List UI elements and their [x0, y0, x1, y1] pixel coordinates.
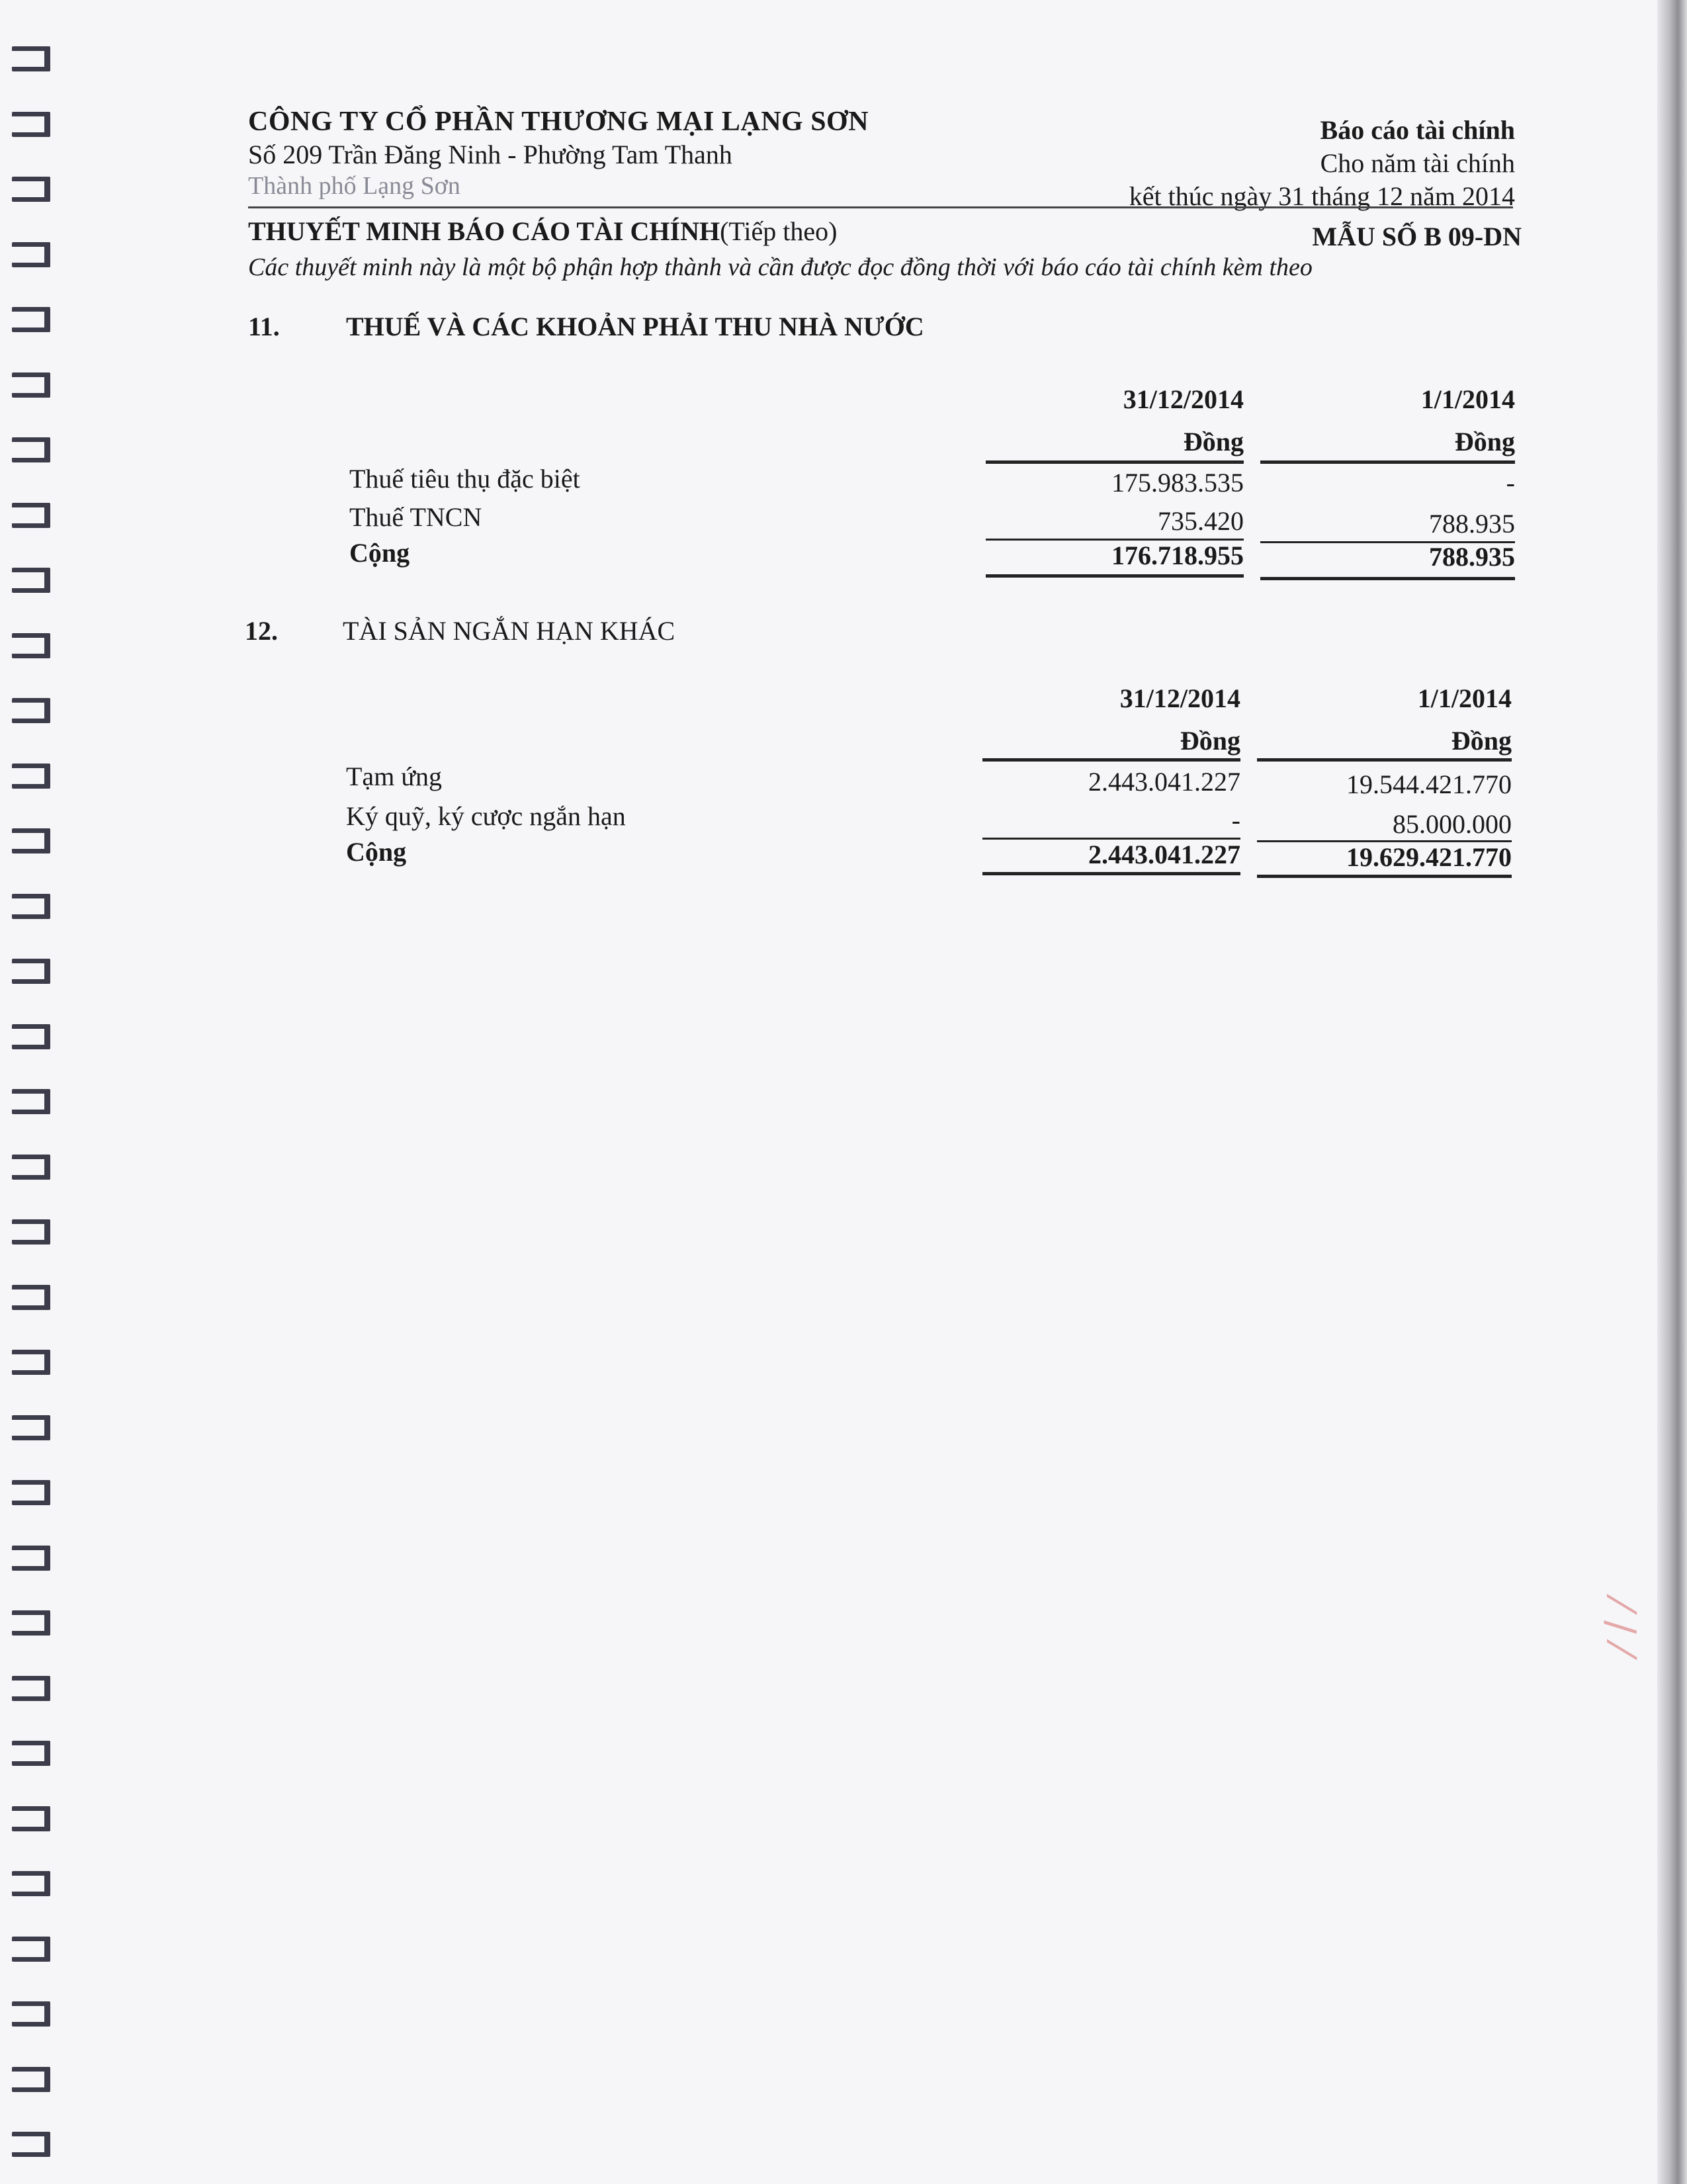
table-cell: 2.443.041.227 — [1088, 767, 1240, 797]
total-label: Cộng — [349, 538, 410, 568]
company-city: Thành phố Lạng Sơn — [248, 172, 460, 200]
binding-ring — [12, 307, 50, 332]
column-unit: Đồng — [1180, 726, 1240, 756]
column-unit: Đồng — [1454, 427, 1515, 457]
column-date: 1/1/2014 — [1420, 384, 1515, 414]
section-title: THUẾ VÀ CÁC KHOẢN PHẢI THU NHÀ NƯỚC — [346, 312, 924, 341]
column-header-current — [986, 378, 1244, 463]
column-unit: Đồng — [1451, 726, 1512, 756]
binding-ring — [12, 46, 50, 71]
column-header-current — [982, 677, 1240, 762]
table-row-label: Ký quỹ, ký cược ngắn hạn — [346, 801, 626, 831]
column-rule — [1260, 460, 1515, 464]
binding-ring — [12, 698, 50, 723]
binding-ring — [12, 828, 50, 853]
binding-ring — [12, 503, 50, 528]
column-header-prior — [1257, 378, 1515, 463]
column-date: 1/1/2014 — [1417, 683, 1512, 713]
report-title: Báo cáo tài chính — [1320, 115, 1515, 145]
binding-ring — [12, 1089, 50, 1114]
total-rule — [982, 872, 1240, 875]
binding-ring — [12, 1415, 50, 1440]
binding-ring — [12, 1871, 50, 1896]
binding-ring — [12, 1937, 50, 1962]
binding-ring — [12, 112, 50, 137]
form-number: MẪU SỐ B 09-DN — [1312, 222, 1522, 251]
company-header — [248, 106, 869, 200]
binding-ring — [12, 1610, 50, 1636]
section-number: 11. — [248, 312, 280, 341]
notes-title-text: THUYẾT MINH BÁO CÁO TÀI CHÍNH — [248, 216, 720, 246]
section-number: 12. — [245, 616, 278, 646]
binding-ring — [12, 1676, 50, 1701]
report-header — [1129, 114, 1515, 213]
binding-ring — [12, 1024, 50, 1049]
total-label: Cộng — [346, 837, 407, 867]
binding-ring — [12, 894, 50, 919]
total-rule — [1257, 875, 1512, 878]
binding-ring — [12, 1285, 50, 1310]
spiral-binding — [12, 46, 58, 2177]
binding-ring — [12, 568, 50, 593]
binding-ring — [12, 2001, 50, 2027]
column-header-prior — [1254, 677, 1512, 762]
column-rule — [1257, 758, 1512, 762]
column-rule — [982, 758, 1240, 762]
table-row-label: Thuế TNCN — [349, 502, 482, 532]
table-cell: 85.000.000 — [1393, 809, 1512, 839]
notes-title — [248, 216, 837, 247]
total-rule — [1260, 577, 1515, 580]
binding-ring — [12, 1806, 50, 1831]
column-date: 31/12/2014 — [1119, 683, 1240, 713]
section-title: TÀI SẢN NGẮN HẠN KHÁC — [343, 616, 675, 646]
column-date: 31/12/2014 — [1123, 384, 1244, 414]
table-row-label: Tạm ứng — [346, 762, 442, 791]
binding-ring — [12, 1219, 50, 1245]
binding-ring — [12, 959, 50, 984]
red-stamp-trace: ⁄ / ⁄ — [1598, 1601, 1644, 1653]
binding-ring — [12, 633, 50, 658]
notes-subtitle: Các thuyết minh này là một bộ phận hợp thành và cần được đọc đồng thời với báo cáo tài chính kèm theo — [248, 253, 1313, 281]
report-period-line1: Cho năm tài chính — [1320, 148, 1515, 178]
table-cell: - — [1231, 805, 1240, 835]
total-cell: 788.935 — [1429, 542, 1515, 572]
company-address: Số 209 Trần Đăng Ninh - Phường Tam Thanh — [248, 140, 732, 169]
page-edge — [1657, 0, 1687, 2184]
binding-ring — [12, 1350, 50, 1375]
binding-ring — [12, 372, 50, 398]
table-cell: 19.544.421.770 — [1346, 769, 1512, 799]
total-cell: 2.443.041.227 — [1088, 840, 1240, 869]
binding-ring — [12, 1546, 50, 1571]
table-cell: 175.983.535 — [1111, 468, 1244, 498]
table-cell: 788.935 — [1429, 509, 1515, 539]
total-cell: 19.629.421.770 — [1346, 842, 1512, 872]
total-cell: 176.718.955 — [1111, 541, 1244, 570]
column-unit: Đồng — [1183, 427, 1244, 457]
binding-ring — [12, 242, 50, 267]
binding-ring — [12, 437, 50, 462]
total-rule — [986, 574, 1244, 578]
table-cell: - — [1506, 468, 1515, 498]
report-period-line2: kết thúc ngày 31 tháng 12 năm 2014 — [1129, 181, 1515, 211]
notes-continued: (Tiếp theo) — [720, 216, 838, 246]
binding-ring — [12, 177, 50, 202]
binding-ring — [12, 1155, 50, 1180]
table-cell: 735.420 — [1158, 506, 1244, 536]
company-name: CÔNG TY CỔ PHẦN THƯƠNG MẠI LẠNG SƠN — [248, 107, 869, 137]
binding-ring — [12, 1741, 50, 1766]
column-rule — [986, 460, 1244, 464]
table-row-label: Thuế tiêu thụ đặc biệt — [349, 464, 580, 494]
header-rule — [248, 206, 1513, 208]
binding-ring — [12, 764, 50, 789]
binding-ring — [12, 1480, 50, 1505]
binding-ring — [12, 2067, 50, 2092]
binding-ring — [12, 2132, 50, 2157]
